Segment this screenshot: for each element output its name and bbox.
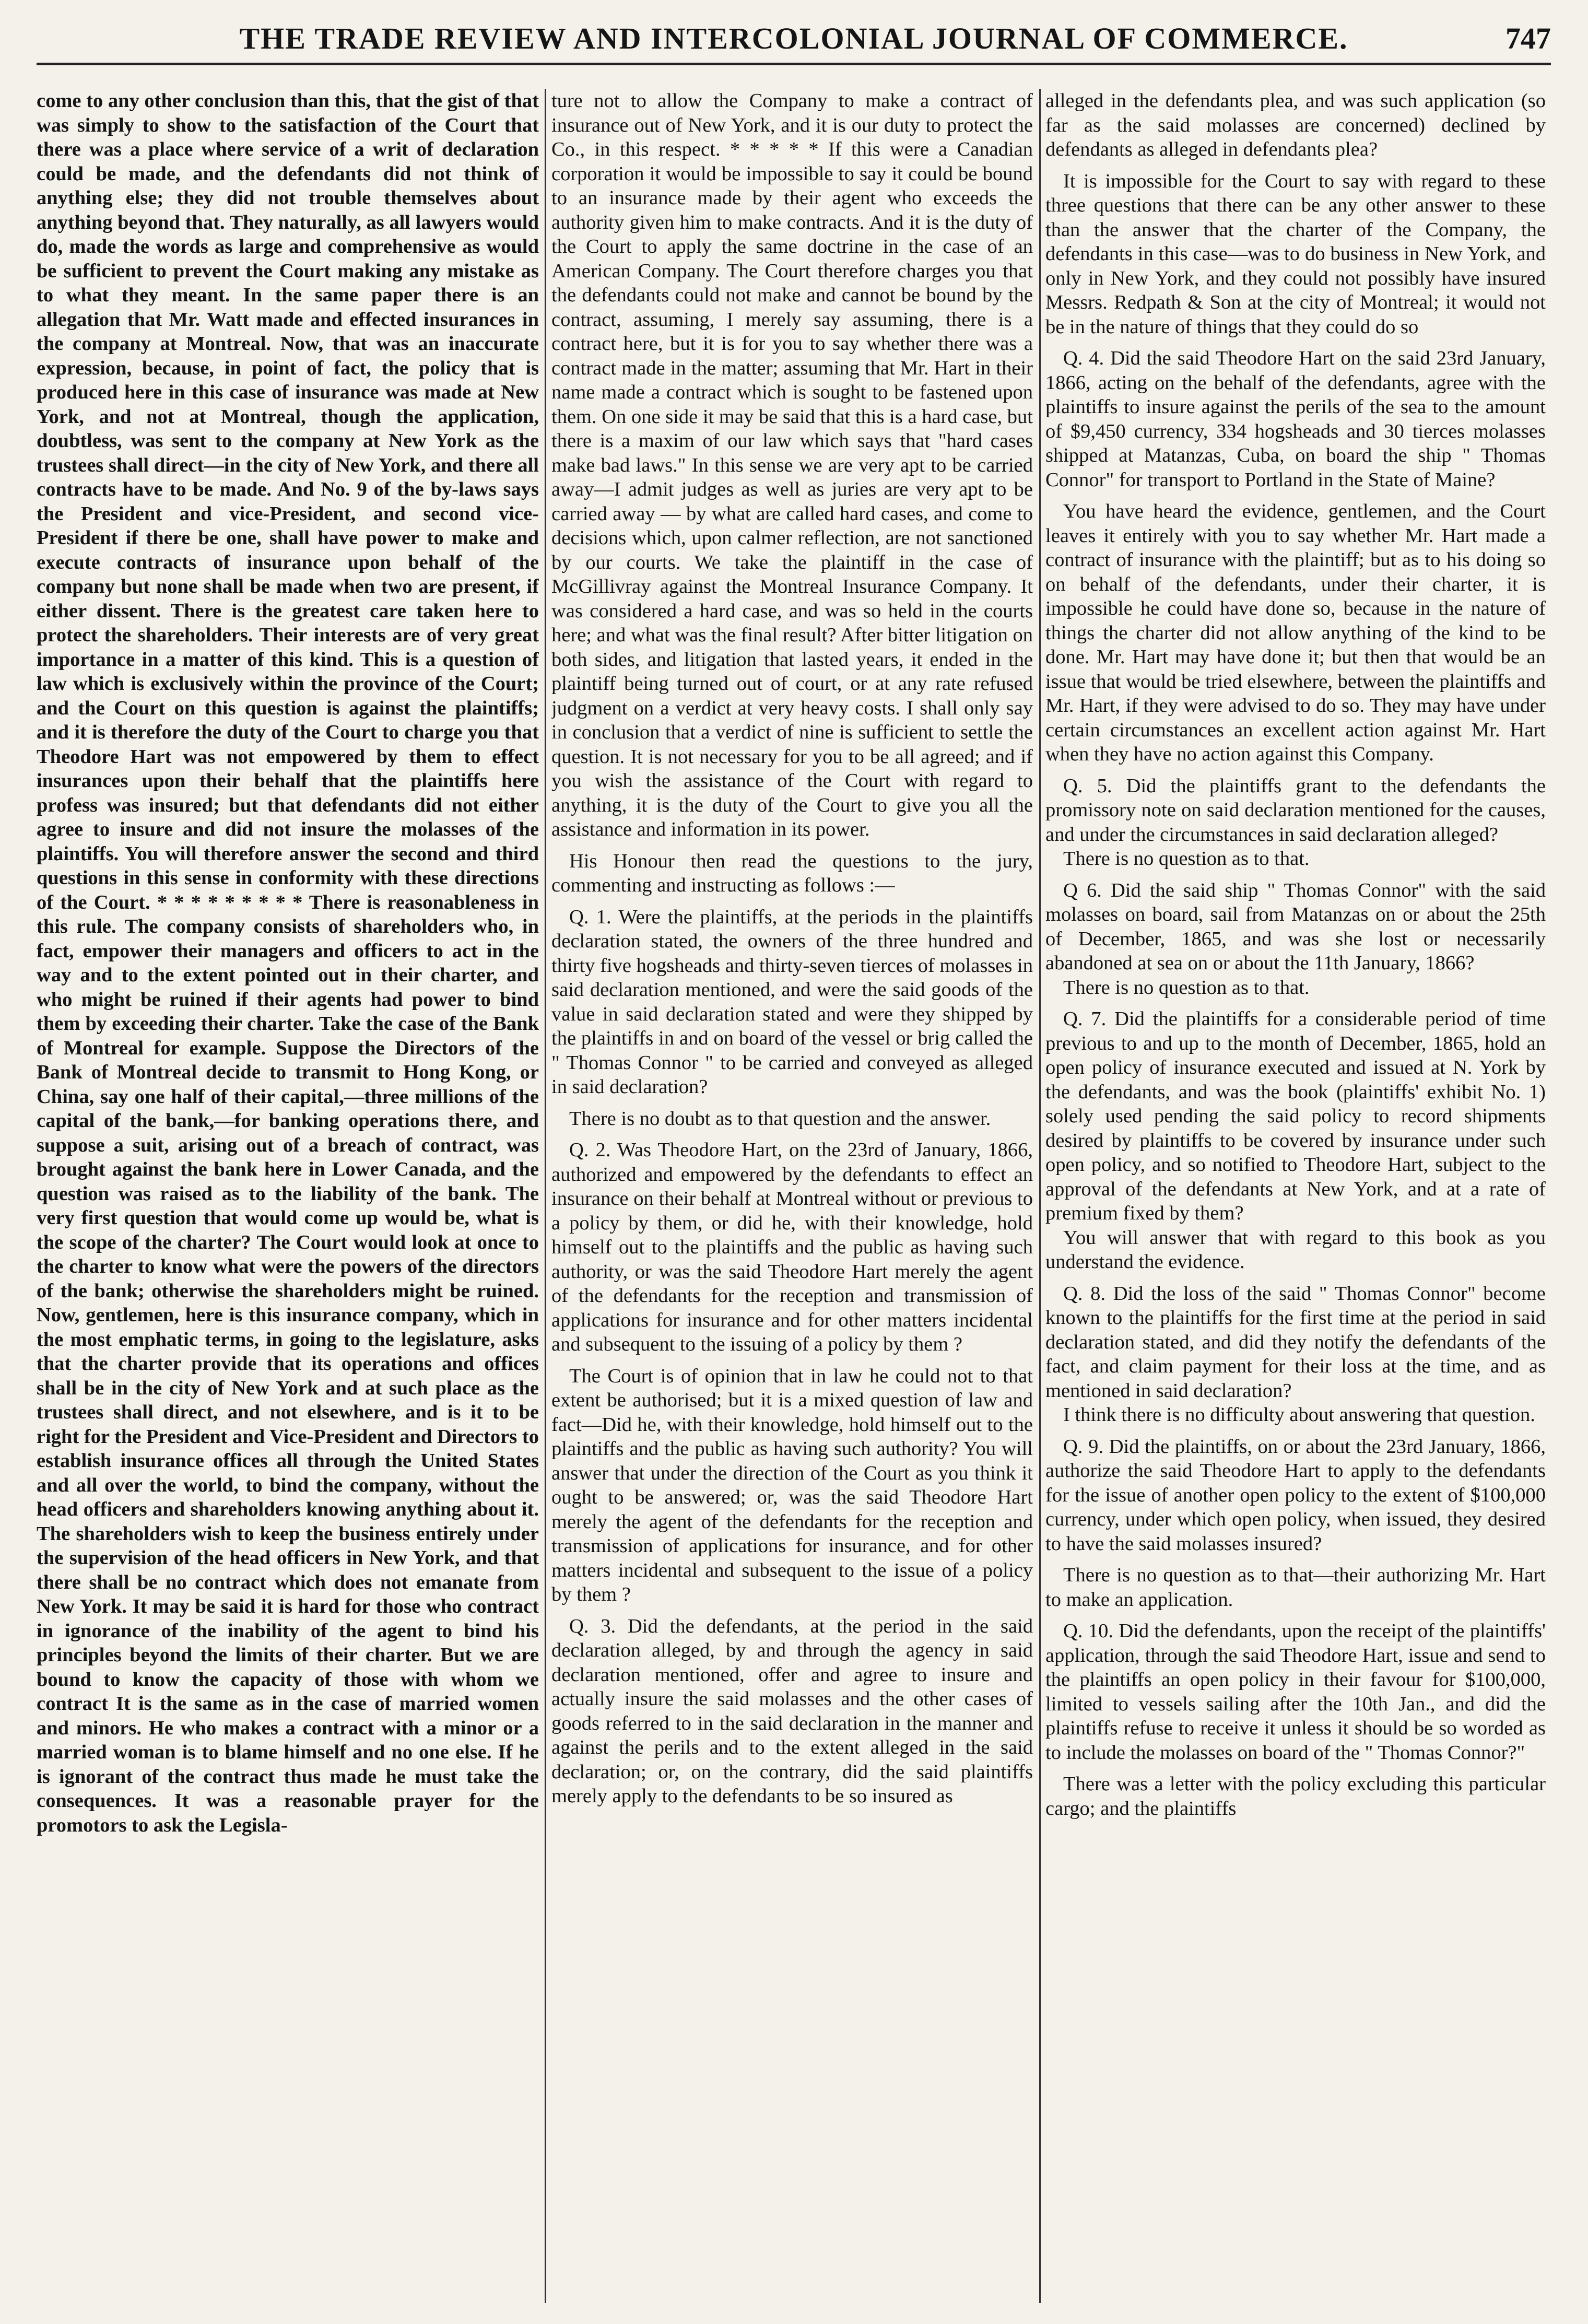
journal-title: THE TRADE REVIEW AND INTERCOLONIAL JOURNAL OF COMMERCE. bbox=[239, 21, 1348, 55]
column-rule bbox=[1039, 89, 1041, 2303]
page-number: 747 bbox=[1505, 21, 1551, 55]
answer-paragraph: I think there is no difficulty about answering that question. bbox=[1063, 1404, 1535, 1426]
question-paragraph: Q 6. Did the said ship " Thomas Connor" with the said molasses on board, sail from Matanzas on or about the 25th of December, 1865, and was she lost or necessarily abandoned at sea on or about the 11th January, 1866? bbox=[1045, 879, 1546, 974]
column-2-paragraph: His Honour then read the questions to the jury, commenting and instructing as follows :— bbox=[551, 850, 1033, 896]
column-3-paragraph: alleged in the defendants plea, and was such application (so far as the said molasses are concerned) declined by defendants as alleged in defendants plea? bbox=[1045, 90, 1546, 160]
answer-paragraph: The Court is of opinion that in law he could not to that extent be authorised; but it is a mixed question of law and fact—Did he, with their knowledge, hold himself out to the plaintiffs and the public as having such authority? You will answer that under the direction of the Court as you think it ought to be answered; or, was the said Theodore Hart merely the agent of the defendants for the reception and transmission of applications for insurance, and for other matters incidental and subsequent to the issue of a policy by them ? bbox=[551, 1365, 1033, 1605]
column-3 bbox=[1045, 89, 1546, 2303]
answer-paragraph: There is no question as to that. bbox=[1063, 976, 1310, 999]
column-2-paragraph: ture not to allow the Company to make a contract of insurance out of New York, and it is our duty to protect the Co., in this respect. * * * * * If this were a Canadian corporation it would be impossible to say it could be bound to an insurance made by their agent who exceeds the authority given him to make contracts. And it is the duty of the Court to apply the same doctrine in the case of an American Company. The Court therefore charges you that the defendants could not make and cannot be bound by the contract, assuming, I merely say assuming, there is a contract here, but it is for you to say whether there was a contract made in the matter; assuming that Mr. Hart in their name made a contract which is sought to be fastened upon them. On one side it may be said that this is a hard case, but there is a maxim of our law which says that "hard cases make bad laws." In this sense we are very apt to be carried away—I admit judges as well as juries are very apt to be carried away — by what are called hard cases, and come to decisions which, upon calmer reflection, are not sanctioned by our courts. We take the plaintiff in the case of McGillivray against the Montreal Insurance Company. It was considered a hard case, and was so held in the courts here; and what was the final result? After bitter litigation on both sides, and litigation that lasted years, it ended in the plaintiff being turned out of court, or at any rate refused judgment on a verdict at very heavy costs. I shall only say in conclusion that a verdict of nine is sufficient to settle the question. It is not necessary for you to be all agreed; and if you wish the assistance of the Court with regard to anything, it is the duty of the Court to give you all the assistance and information in its power. bbox=[551, 90, 1033, 840]
column-rule bbox=[545, 89, 546, 2303]
answer-paragraph: You have heard the evidence, gentlemen, and the Court leaves it entirely with you to say whether Mr. Hart made a contract of insurance with the plaintiff; but as to his doing so on behalf of the defendants, under their charter, it is impossible he could have done so, because in the nature of things the charter did not allow anything of the kind to be done. Mr. Hart may have done it; but then that would be an issue that would be tried elsewhere, between the plaintiffs and Mr. Hart, if they were advised to do so. They may have under certain circumstances an excellent action against Mr. Hart when they have no action against this Company. bbox=[1045, 500, 1546, 765]
column-1 bbox=[37, 89, 539, 2303]
question-paragraph: Q. 9. Did the plaintiffs, on or about the 23rd January, 1866, authorize the said Theodore Hart to apply to the defendants for the issue of another open policy to the extent of $100,000 currency, under which open policy, when issued, they desired to have the said molasses insured? bbox=[1045, 1435, 1546, 1555]
answer-paragraph: There is no question as to that. bbox=[1063, 848, 1310, 870]
question-paragraph: Q. 8. Did the loss of the said " Thomas Connor" become known to the plaintiffs for the first time at the period in said declaration stated, and did they notify the defendants of the fact, and claim payment for their loss at the time, and as mentioned in said declaration? bbox=[1045, 1282, 1546, 1402]
question-paragraph: Q. 7. Did the plaintiffs for a considerable period of time previous to and up to the month of December, 1865, hold an open policy of insurance executed and issued at N. York by the defendants, and was the book (plaintiffs' exhibit No. 1) solely used pending the said policy to record shipments desired by plaintiffs to be covered by insurance under such open policy, and so notified to Theodore Hart, subject to the approval of the defendants at New York, and at a rate of premium fixed by them? bbox=[1045, 1008, 1546, 1224]
question-paragraph: Q. 3. Did the defendants, at the period in the said declaration alleged, by and through the agency in said declaration mentioned, offer and agree to insure and actually insure the said molasses and the other cases of goods referred to in the said declaration in the manner and against the perils and to the extent alleged in the said declaration; or, on the contrary, did the said plaintiffs merely apply to the defendants to be so insured as bbox=[551, 1615, 1033, 1807]
column-1-paragraph: come to any other conclusion than this, that the gist of that was simply to show to the satisfaction of the Court that there was a place where service of a writ of declaration could be made, and the defendants did not think of anything else; they did not trouble themselves about anything beyond that. They naturally, as all lawyers would do, made the words as large and comprehensive as would be sufficient to prevent the Court making any mistake as to what they meant. In the same paper there is an allegation that Mr. Watt made and effected insurances in the company at Montreal. Now, that was an inaccurate expression, because, in point of fact, the policy that is produced here in this case of insurance was made at New York, and not at Montreal, though the application, doubtless, was sent to the company at New York as the trustees shall direct—in the city of New York, and there all contracts have to be made. And No. 9 of the by-laws says the President and vice-President, and second vice-President if there be one, shall have power to make and execute contracts of insurance upon behalf of the company but none shall be made when two are present, if either dissent. There is the greatest care taken here to protect the shareholders. Their interests are of very great importance in a matter of this kind. This is a question of law which is exclusively within the province of the Court; and the Court on this question is against the plaintiffs; and it is therefore the duty of the Court to charge you that Theodore Hart was not empowered by them to effect insurances upon their behalf that the plaintiffs here profess was insured; but that defendants did not either agree to insure and did not insure the molasses of the plaintiffs. You will therefore answer the second and third questions in this sense in conformity with these directions of the Court. * * * * * * * * * There is reasonableness in this rule. The company consists of shareholders who, in fact, empower their managers and officers to act in the way and to the extent pointed out in their charter, and who might be ruined if their agents had power to bind them by exceeding their charter. Take the case of the Bank of Montreal for example. Suppose the Directors of the Bank of Montreal decide to transmit to Hong Kong, or China, say one half of their capital,—three millions of the capital of the bank,—for banking operations there, and suppose a suit, arising out of a breach of contract, was brought against the bank here in Lower Canada, and the question was raised as to the liability of the bank. The very first question that would come up would be, what is the scope of the charter? The Court would look at once to the charter to know what were the powers of the directors of the bank; otherwise the shareholders might be ruined. Now, gentlemen, here is this insurance company, which in the most emphatic terms, in going to the legislature, asks that the charter provide that its operations and offices shall be in the city of New York and at such place as the trustees shall direct, and not elsewhere, and is it to be right for the President and Vice-President and Directors to establish insurance offices all through the United States and all over the world, to bind the company, without the head officers and shareholders knowing anything about it. The shareholders wish to keep the business entirely under the supervision of the head officers in New York, and that there shall be no contract which does not emanate from New York. It may be said it is hard for those who contract in ignorance of the inability of the agent to bind his principles beyond the limits of their charter. But we are bound to know the capacity of those with whom we contract It is the same as in the case of married women and minors. He who makes a contract with a minor or a married woman is to blame himself and no one else. If he is ignorant of the contract thus made he must take the consequences. It was a reasonable prayer for the promotors to ask the Legisla- bbox=[37, 90, 539, 1836]
masthead bbox=[37, 21, 1551, 65]
question-paragraph: Q. 2. Was Theodore Hart, on the 23rd of January, 1866, authorized and empowered by the defendants to effect an insurance on their behalf at Montreal without or previous to a policy by them, or did he, with their knowledge, hold himself out to the plaintiffs and the public as having such authority, or was the said Theodore Hart merely the agent of the defendants for the reception and transmission of applications for insurance and for other matters incidental and subsequent to the issuing of a policy by them ? bbox=[551, 1139, 1033, 1355]
question-paragraph: Q. 4. Did the said Theodore Hart on the said 23rd January, 1866, acting on the behalf of the defendants, agree with the plaintiffs to insure against the perils of the sea to the amount of $9,450 currency, 334 hogsheads and 30 tierces molasses shipped at Matanzas, Cuba, on board the ship " Thomas Connor" for transport to Portland in the State of Maine? bbox=[1045, 347, 1546, 491]
answer-paragraph: It is impossible for the Court to say with regard to these three questions that there can be any other answer to these than the answer that the charter of the Company, the defendants in this case—was to do business in New York, and only in New York, and they could not possibly have insured Messrs. Redpath & Son at the city of Montreal; it would not be in the nature of things that they could do so bbox=[1045, 170, 1546, 338]
question-paragraph: Q. 10. Did the defendants, upon the receipt of the plaintiffs' application, through the said Theodore Hart, issue and send to the plaintiffs an open policy in their favour for $100,000, limited to vessels sailing after the 10th Jan., and did the plaintiffs refuse to receive it unless it should be so worded as to include the molasses on board of the " Thomas Connor?" bbox=[1045, 1620, 1546, 1764]
column-2 bbox=[551, 89, 1033, 2303]
answer-paragraph: There is no doubt as to that question and the answer. bbox=[569, 1107, 991, 1130]
answer-paragraph: There was a letter with the policy excluding this particular cargo; and the plaintiffs bbox=[1045, 1773, 1546, 1820]
answer-paragraph: You will answer that with regard to this book as you understand the evidence. bbox=[1045, 1226, 1546, 1273]
question-paragraph: Q. 5. Did the plaintiffs grant to the defendants the promissory note on said declaration mentioned for the causes, and under the circumstances in said declaration alleged? bbox=[1045, 774, 1546, 846]
answer-paragraph: There is no question as to that—their authorizing Mr. Hart to make an application. bbox=[1045, 1564, 1546, 1611]
question-paragraph: Q. 1. Were the plaintiffs, at the periods in the plaintiffs declaration stated, the owners of the three hundred and thirty five hogsheads and thirty-seven tierces of molasses in said declaration mentioned, and were the said goods of the value in said declaration stated and were they shipped by the plaintiffs in and on board of the vessel or brig called the " Thomas Connor " to be carried and conveyed as alleged in said declaration? bbox=[551, 906, 1033, 1098]
